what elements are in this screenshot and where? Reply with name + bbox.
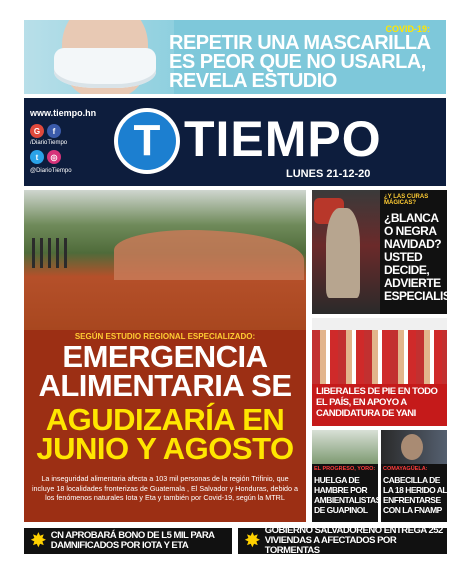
side-story-tag: ¿Y LAS CURAS MÁGICAS? [384,194,429,206]
masked-face-photo [24,20,174,94]
tiempo-logo-icon[interactable] [114,108,180,174]
side-story-headline[interactable]: LIBERALES DE PIE EN TODO EL PAÍS, EN APOYO A CANDIDATURA DE YANI [316,386,438,419]
side-story-navidad[interactable] [312,190,465,314]
top-banner-tag: COVID-19: [385,24,430,34]
rescuers-image [32,238,72,268]
top-banner-headline[interactable]: REPETIR UNA MASCARILLA ES PEOR QUE NO USARLA, REVELA ESTUDIO [169,32,430,92]
bottom-bar-viviendas[interactable] [238,525,447,556]
mask-image [54,48,156,88]
crowd-photo [312,318,447,384]
facebook-handle: /DiarioTiempo [30,140,68,146]
main-headline-white[interactable]: EMERGENCIA ALIMENTARIA SE [38,339,292,403]
instagram-icon[interactable]: ◎ [47,150,61,164]
social-row-1 [30,124,61,138]
face-image [401,434,423,460]
burst-icon: ✸ [30,530,47,552]
main-kicker: SEGÚN ESTUDIO REGIONAL ESPECIALIZADO: [74,332,256,341]
suspect-photo [381,430,447,464]
side-story-cabecilla[interactable] [381,430,447,522]
website-url[interactable]: www.tiempo.hn [30,108,97,118]
side-story-headline[interactable]: HUELGA DE HAMBRE POR AMBIENTALISTAS DE GUAPINOL [314,475,381,515]
crowd-image [312,330,447,384]
social-row-2 [30,150,61,164]
logo-letter: T [118,112,176,170]
side-story-tag: COMAYAGÜELA: [383,466,428,472]
landslide-photo [24,190,306,330]
main-headline-yellow[interactable]: AGUDIZARÍA EN JUNIO Y AGOSTO [36,402,294,466]
protest-photo [312,430,378,464]
side-story-tag: EL PROGRESO, YORO: [314,466,376,472]
bottom-bar-headline[interactable]: CN APROBARÁ BONO DE L5 MIL PARA DAMNIFICADOS POR IOTA Y ETA [50,530,215,551]
bottom-bar-headline[interactable]: GOBIERNO SALVADOREÑO ENTREGA 252 VIVIENDAS A AFECTADOS POR TORMENTAS [264,525,443,556]
masthead [24,98,446,186]
shopper-photo [312,190,380,314]
edition-date: LUNES 21-12-20 [286,168,371,180]
twitter-icon[interactable]: t [30,150,44,164]
main-story[interactable] [24,190,306,522]
bottom-bar-bono[interactable] [24,528,232,554]
main-body-text: La inseguridad alimentaria afecta a 103 mil personas de la región Trifinio, que incluye 18 localidades fronterizas de Guatemala , El Salvador y Honduras, debido a los fenómenos naturales Iota y Eta y también por Covid-19, según la MTRL [31,474,299,502]
person-image [326,208,360,298]
burst-icon: ✸ [244,530,261,552]
side-story-headline[interactable]: CABECILLA DE LA 18 HERIDO AL ENFRENTARSE CON LA FNAMP [383,475,447,515]
hill-image [114,230,304,280]
side-story-huelga[interactable] [312,430,381,522]
side-story-headline[interactable]: ¿BLANCA O NEGRA NAVIDAD? USTED DECIDE, ADVIERTE ESPECIALISTA [384,211,465,303]
facebook-icon[interactable]: f [47,124,61,138]
google-plus-icon[interactable]: G [30,124,44,138]
social-handle: @DiarioTiempo [30,168,72,174]
newspaper-name: TIEMPO [184,111,382,167]
top-banner[interactable] [24,20,446,94]
side-story-liberales[interactable] [312,318,447,426]
